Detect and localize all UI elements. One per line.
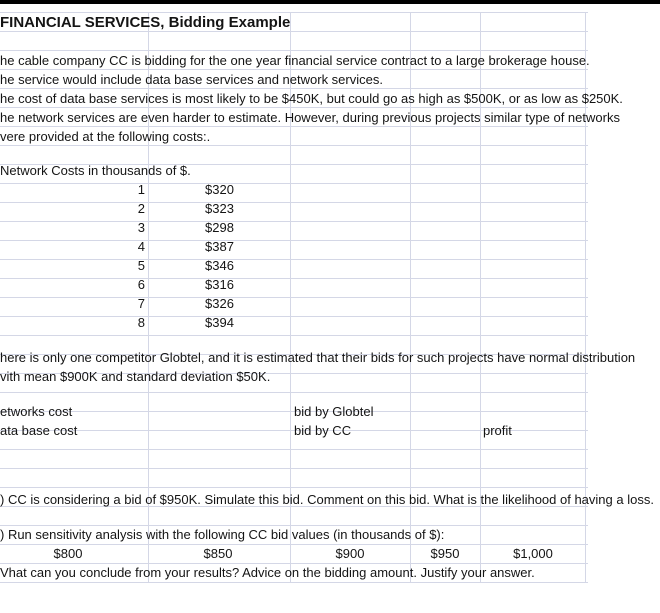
intro-line: he cable company CC is bidding for the one year financial service contract to a large brokerage house. [0,53,590,68]
bid-value: $950 [430,546,460,561]
page-title: FINANCIAL SERVICES, Bidding Example [0,14,291,31]
competitor-line: vith mean $900K and standard deviation $50K. [0,369,271,384]
question-a: ) CC is considering a bid of $950K. Simulate this bid. Comment on this bid. What is the likelihood of having a loss. [0,492,654,507]
data-base-cost-label: ata base cost [0,423,78,438]
network-row-index: 6 [137,277,145,292]
network-row-index: 3 [137,220,145,235]
bid-value: $850 [203,546,233,561]
intro-line: he network services are even harder to estimate. However, during previous projects similar type of networks [0,110,620,125]
networks-cost-label: etworks cost [0,404,73,419]
network-row-index: 7 [137,296,145,311]
network-row-index: 4 [137,239,145,254]
network-row-cost: $387 [205,239,234,254]
network-row-cost: $323 [205,201,234,216]
network-row-cost: $298 [205,220,234,235]
network-row-cost: $316 [205,277,234,292]
network-row-index: 5 [137,258,145,273]
conclusion-question: Vhat can you conclude from your results? Advice on the bidding amount. Justify your answer. [0,565,535,580]
network-row-cost: $394 [205,315,234,330]
intro-line: vere provided at the following costs:. [0,129,211,144]
bid-cc-label: bid by CC [294,423,352,438]
question-b: ) Run sensitivity analysis with the following CC bid values (in thousands of $): [0,527,445,542]
bid-value: $800 [53,546,83,561]
network-row-cost: $326 [205,296,234,311]
intro-line: he service would include data base services and network services. [0,72,383,87]
network-row-cost: $346 [205,258,234,273]
intro-line: he cost of data base services is most likely to be $450K, but could go as high as $500K, or as low as $250K. [0,91,623,106]
competitor-line: here is only one competitor Globtel, and it is estimated that their bids for such projects have normal distribution [0,350,636,365]
network-row-index: 2 [137,201,145,216]
network-row-index: 8 [137,315,145,330]
bid-globtel-label: bid by Globtel [294,404,374,419]
profit-label: profit [483,423,512,438]
network-row-index: 1 [137,182,145,197]
network-row-cost: $320 [205,182,234,197]
network-table-header: Network Costs in thousands of $. [0,163,191,178]
bid-value: $900 [335,546,365,561]
bid-value: $1,000 [513,546,553,561]
